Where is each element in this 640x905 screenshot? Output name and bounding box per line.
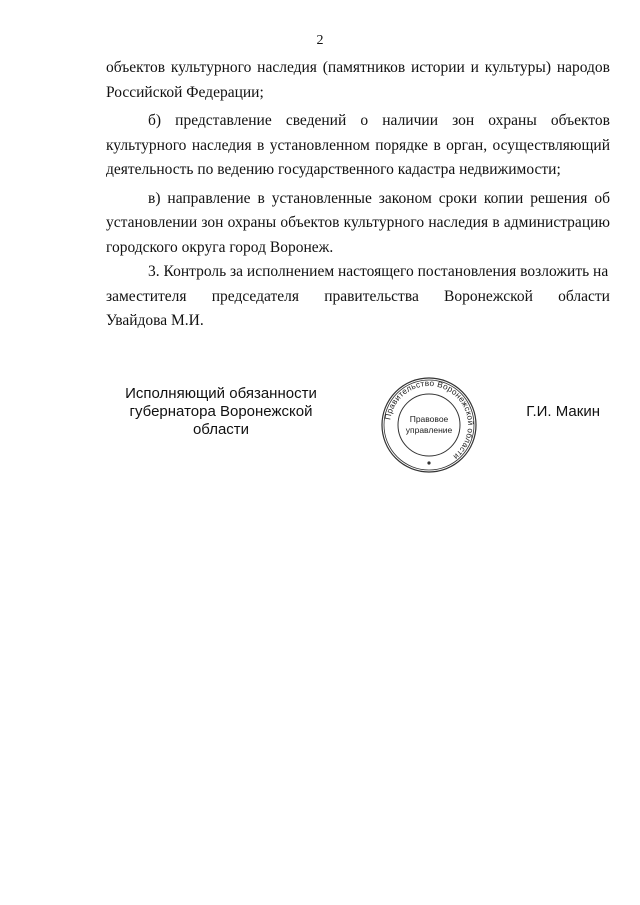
word-2: председателя <box>211 287 299 305</box>
seal-dot <box>427 461 430 464</box>
word-3: правительства <box>324 287 419 305</box>
paragraph-2: б) представление сведений о наличии зон охраны объектов культурного наследия в установленном порядке в орган, осуществляющий деятельность по ведению государственного кадастра недвижимости; <box>106 112 610 178</box>
signature-block <box>0 378 640 465</box>
signer-position-line-1: Исполняющий обязанности <box>125 385 317 402</box>
paragraph-4-line-2 <box>106 285 610 310</box>
signer-position-line-2: губернатора Воронежской области <box>129 403 313 438</box>
signer-name: Г.И. Макин <box>526 403 600 420</box>
document-body <box>106 56 610 334</box>
page-number: 2 <box>316 33 324 48</box>
word-1: заместителя <box>106 287 187 305</box>
official-seal-stamp <box>379 375 479 475</box>
paragraph-3: в) направление в установленные законом сроки копии решения об установлении зон охраны объектов культурного наследия в администрацию городского округа город Воронеж. <box>106 189 610 256</box>
paragraph-1: объектов культурного наследия (памятников истории и культуры) народов Российской Федерации; <box>106 59 610 101</box>
seal-outer-text: Правительство Воронежской области <box>383 378 476 462</box>
paragraph-4-line-1: 3. Контроль за исполнением настоящего постановления возложить на <box>148 263 609 280</box>
word-5: области <box>558 287 610 305</box>
paragraph-4-line-3: Увайдова М.И. <box>106 312 204 329</box>
word-4: Воронежской <box>444 287 533 305</box>
seal-inner-line-1: Правовое <box>409 414 449 424</box>
seal-inner-line-2: управление <box>405 425 453 435</box>
paragraph-4 <box>106 260 610 334</box>
signer-position <box>105 385 337 439</box>
